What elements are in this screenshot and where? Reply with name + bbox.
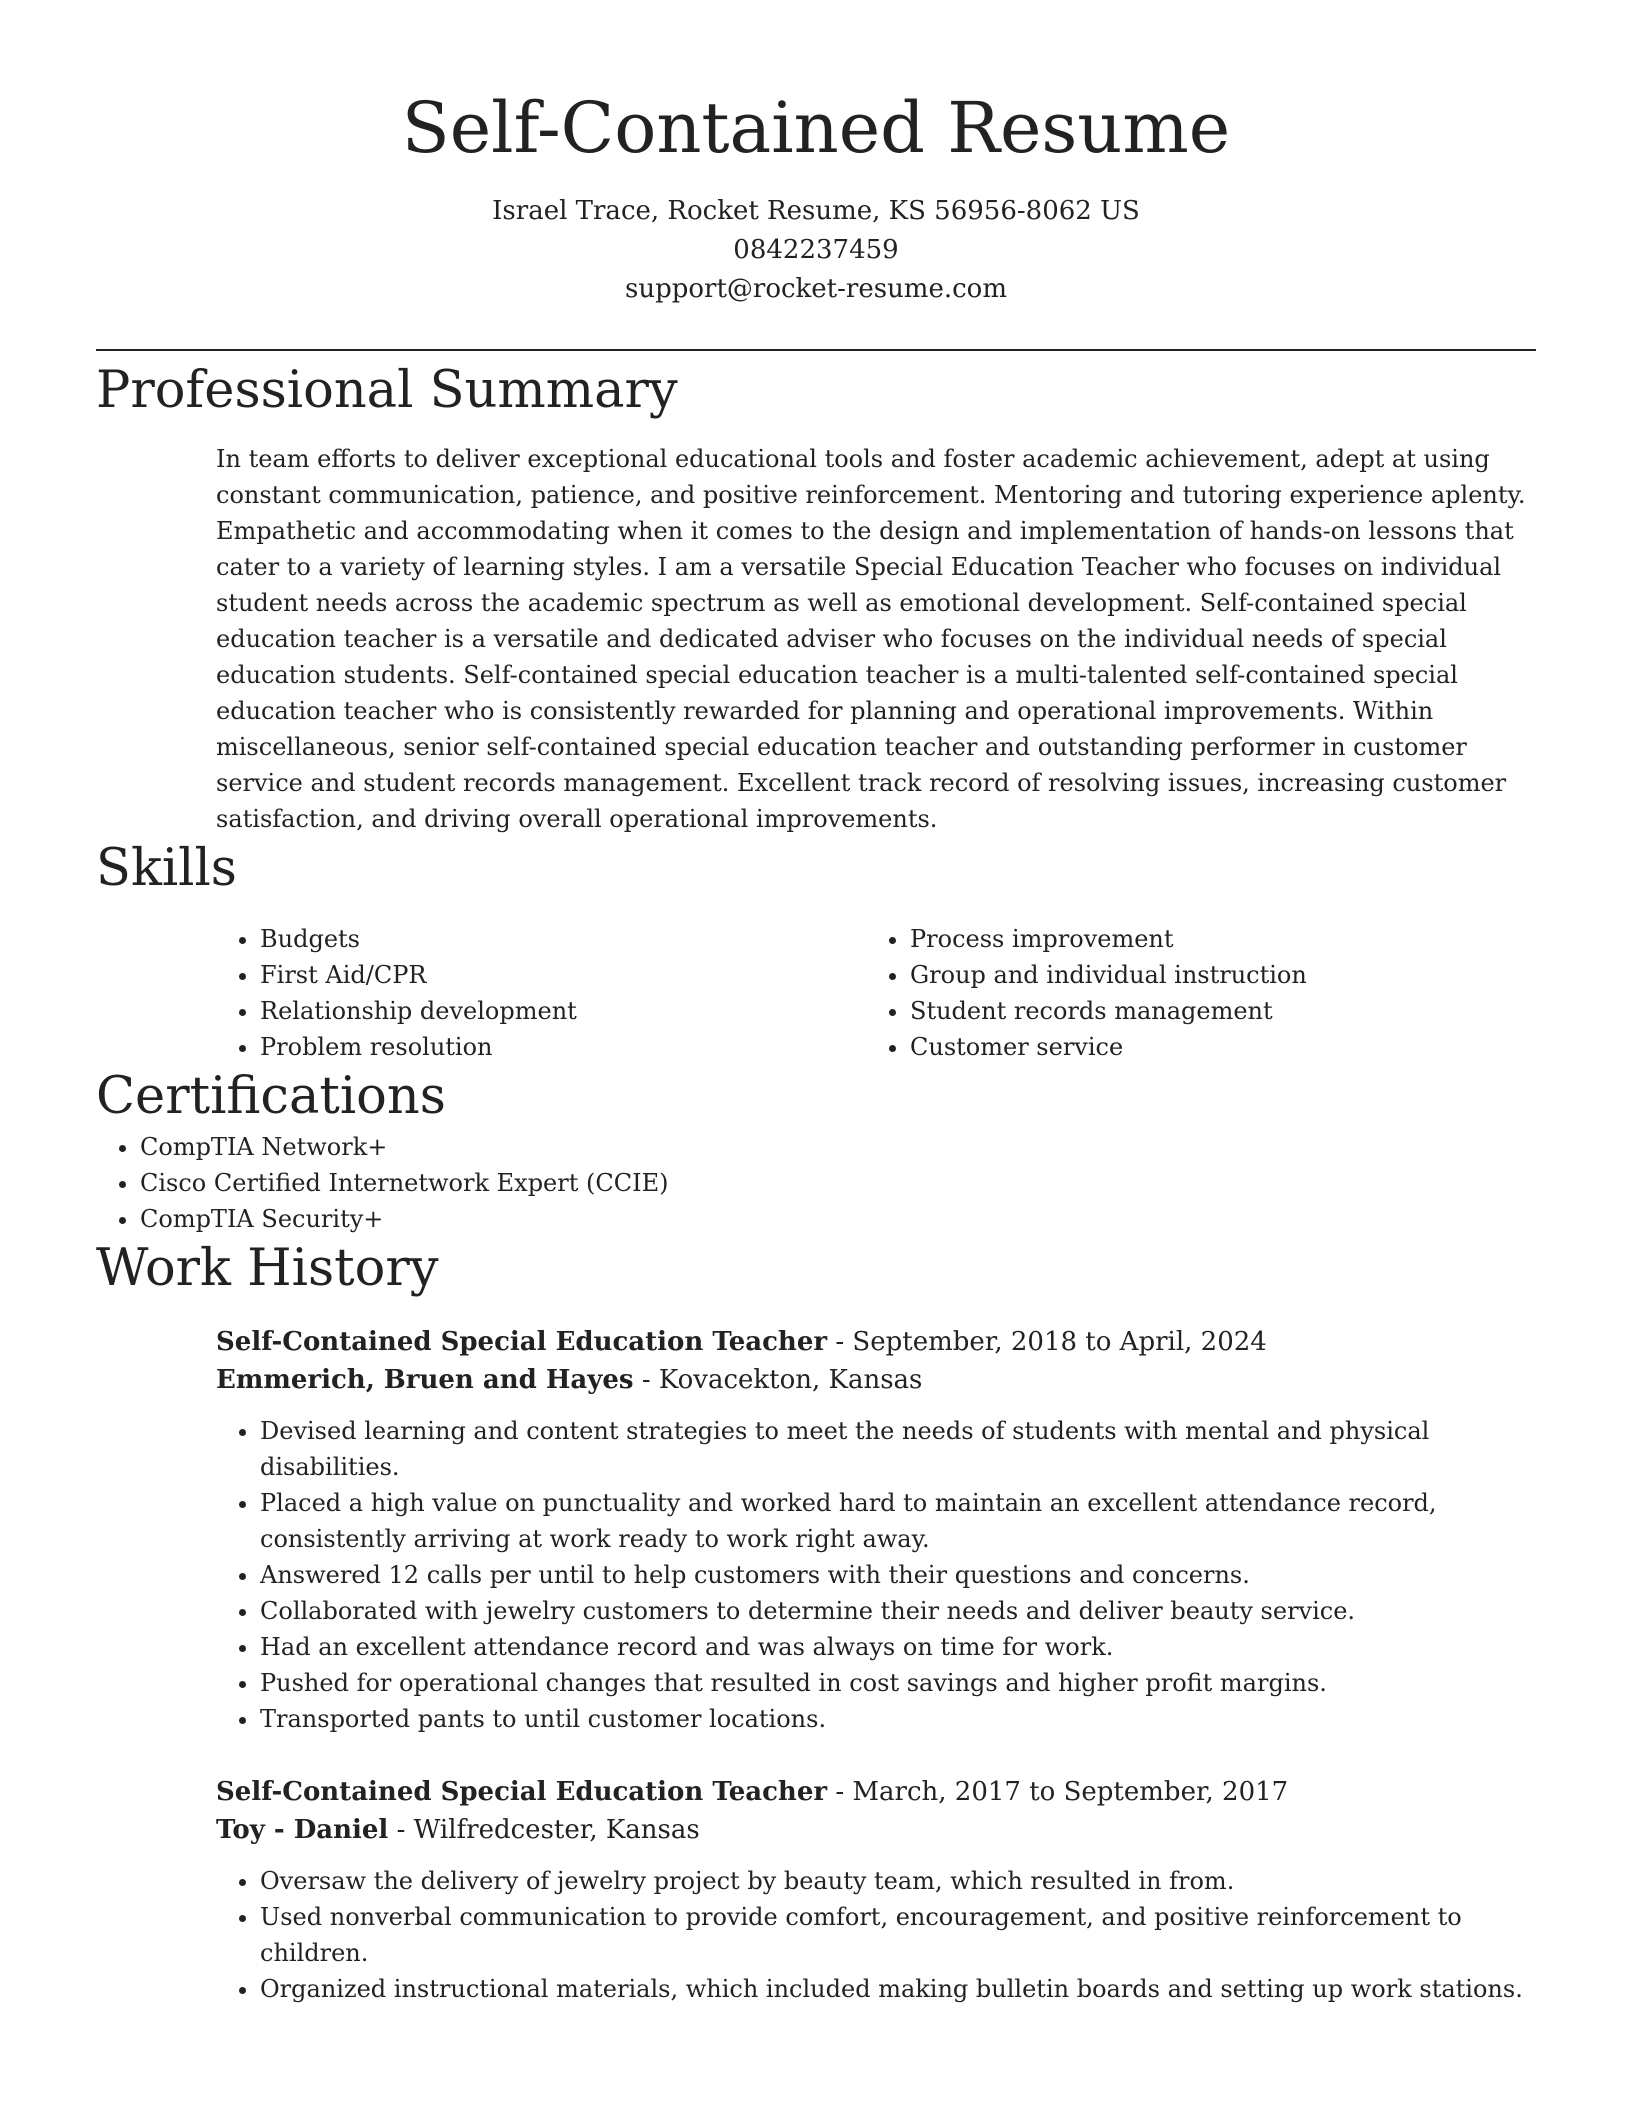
job-role-line	[216, 1323, 1532, 1361]
job-bullet: • Oversaw the delivery of jewelry project by beauty team, which resulted in from.	[260, 1863, 1532, 1899]
skill-item: • Student records management	[910, 993, 1516, 1029]
certifications-heading: Certifications	[96, 1067, 446, 1126]
work-history-heading: Work History	[96, 1239, 439, 1298]
contact-block	[96, 192, 1536, 309]
skills-heading: Skills	[96, 839, 237, 898]
summary-text: In team efforts to deliver exceptional educational tools and foster academic achievement, adept at using constant communication, patience, and positive reinforcement. Mentoring and tutoring experience aplenty. Empathetic and accommodating when it comes to the design and implementation of hands-on lessons that cater to a variety of learning styles. I am a versatile Special Education Teacher who focuses on individual student needs across the academic spectrum as well as emotional development. Self-contained special education teacher is a versatile and dedicated adviser who focuses on the individual needs of special education students. Self-contained special education teacher is a multi-talented self-contained special education teacher who is consistently rewarded for planning and operational improvements. Within miscellaneous, senior self-contained special education teacher and outstanding performer in customer service and student records management. Excellent track record of resolving issues, increasing customer satisfaction, and driving overall operational improvements.	[216, 445, 1526, 833]
job-bullets	[216, 1413, 1532, 1737]
skill-item: • Problem resolution	[260, 1029, 866, 1065]
resume-title: Self-Contained Resume	[401, 87, 1231, 169]
certifications-list	[96, 1129, 1536, 1237]
skill-item: • Budgets	[260, 921, 866, 957]
job-dates: September, 2018 to April, 2024	[852, 1327, 1267, 1357]
job-role: Self-Contained Special Education Teacher	[216, 1327, 828, 1357]
job-bullet: • Pushed for operational changes that resulted in cost savings and higher profit margins.	[260, 1665, 1532, 1701]
job-dates: March, 2017 to September, 2017	[852, 1777, 1289, 1807]
job-bullet: • Placed a high value on punctuality and worked hard to maintain an excellent attendance record, consistently arriving at work ready to work right away.	[260, 1485, 1532, 1557]
separator: -	[388, 1815, 414, 1845]
job-bullet: • Organized instructional materials, which included making bulletin boards and setting up work stations.	[260, 1971, 1532, 2007]
skill-item: • Relationship development	[260, 993, 866, 1029]
job-company-line	[216, 1361, 1532, 1399]
separator: -	[827, 1777, 853, 1807]
skills-column-left	[216, 921, 866, 1065]
skills-grid	[216, 921, 1536, 1065]
contact-address: Israel Trace, Rocket Resume, KS 56956-8062 US	[492, 196, 1140, 226]
job-entry	[216, 1773, 1532, 2007]
job-bullets	[216, 1863, 1532, 2007]
job-company: Toy - Daniel	[216, 1815, 389, 1845]
job-bullet: • Transported pants to until customer locations.	[260, 1701, 1532, 1737]
summary-heading: Professional Summary	[96, 361, 678, 420]
job-entry	[216, 1323, 1532, 1737]
certification-item: • Cisco Certified Internetwork Expert (CCIE)	[140, 1165, 1536, 1201]
resume-page	[96, 0, 1536, 2007]
skills-column-right	[866, 921, 1516, 1065]
contact-phone: 0842237459	[733, 235, 899, 265]
job-location: Kovacekton, Kansas	[658, 1365, 923, 1395]
contact-email: support@rocket-resume.com	[624, 274, 1007, 304]
separator: -	[633, 1365, 659, 1395]
job-company: Emmerich, Bruen and Hayes	[216, 1365, 634, 1395]
header-divider	[96, 349, 1536, 351]
job-bullet: • Devised learning and content strategies to meet the needs of students with mental and physical disabilities.	[260, 1413, 1532, 1485]
job-company-line	[216, 1811, 1532, 1849]
job-location: Wilfredcester, Kansas	[413, 1815, 700, 1845]
certification-item: • CompTIA Network+	[140, 1129, 1536, 1165]
certification-item: • CompTIA Security+	[140, 1201, 1536, 1237]
skill-item: • Group and individual instruction	[910, 957, 1516, 993]
job-bullet: • Had an excellent attendance record and was always on time for work.	[260, 1629, 1532, 1665]
job-role: Self-Contained Special Education Teacher	[216, 1777, 828, 1807]
skill-item: • Customer service	[910, 1029, 1516, 1065]
skill-item: • First Aid/CPR	[260, 957, 866, 993]
separator: -	[827, 1327, 853, 1357]
job-bullet: • Used nonverbal communication to provide comfort, encouragement, and positive reinforcement to children.	[260, 1899, 1532, 1971]
job-role-line	[216, 1773, 1532, 1811]
skill-item: • Process improvement	[910, 921, 1516, 957]
job-bullet: • Answered 12 calls per until to help customers with their questions and concerns.	[260, 1557, 1532, 1593]
job-bullet: • Collaborated with jewelry customers to determine their needs and deliver beauty service.	[260, 1593, 1532, 1629]
